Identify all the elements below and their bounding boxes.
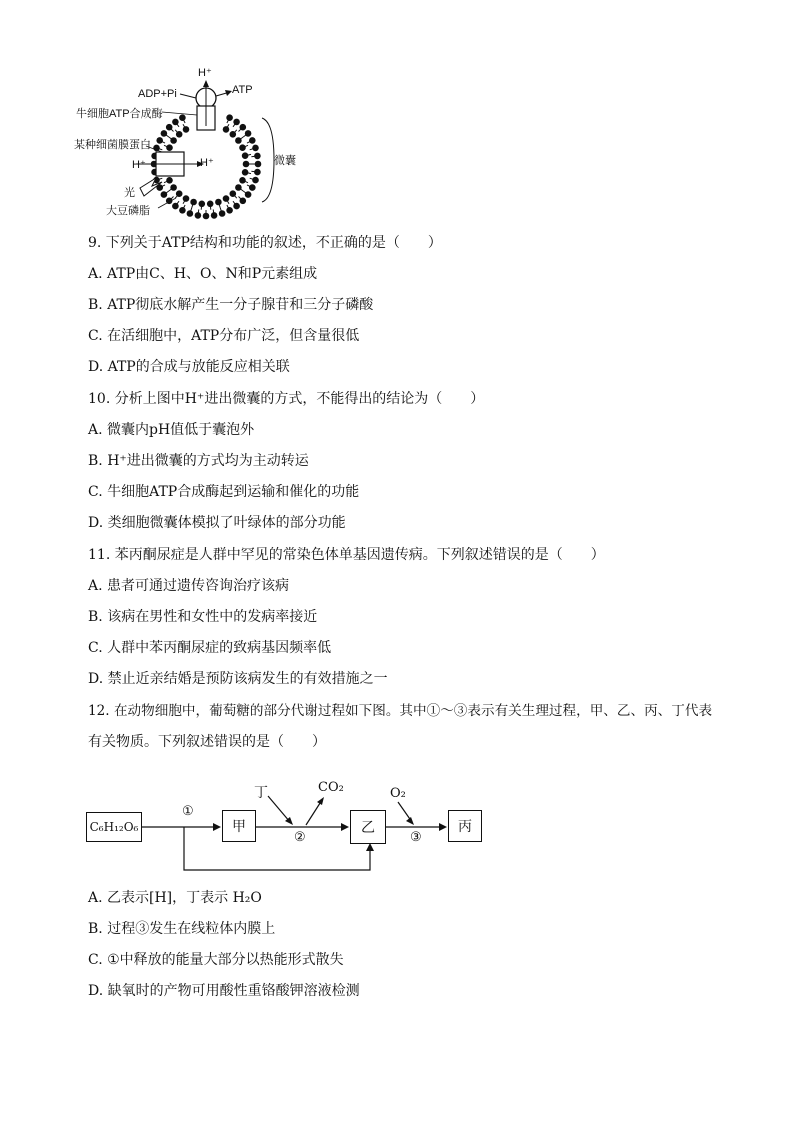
q9-option-b: B. ATP彻底水解产生一分子腺苷和三分子磷酸 (88, 297, 374, 313)
q9-option-d: D. ATP的合成与放能反应相关联 (88, 359, 290, 375)
q12-stem-line1: 12. 在动物细胞中，葡萄糖的部分代谢过程如下图。其中①～③表示有关生理过程，甲、乙、丙、丁代表 (88, 703, 713, 719)
lipid-head (179, 207, 186, 214)
bing-label: 丙 (458, 819, 472, 835)
label-atp-synthase: 牛细胞ATP合成酶 (76, 108, 163, 120)
label-h-top: H⁺ (198, 67, 212, 79)
label-soy-lipid: 大豆磷脂 (106, 205, 150, 217)
ding-label: 丁 (254, 785, 268, 801)
flow-arrows (80, 780, 500, 880)
lipid-head (179, 114, 186, 121)
lipid-head (252, 145, 259, 152)
lipid-tail (201, 204, 202, 210)
yi-box (350, 810, 386, 844)
q11-option-b: B. 该病在男性和女性中的发病率接近 (88, 609, 318, 625)
microcapsule-bracket (262, 118, 274, 202)
q12-option-d: D. 缺氧时的产物可用酸性重铬酸钾溶液检测 (88, 983, 360, 999)
lipid-head (226, 114, 233, 121)
q12-stem-line2: 有关物质。下列叙述错误的是（ ） (88, 734, 326, 750)
label-microcapsule: 微囊 (274, 155, 296, 167)
q12-option-c: C. ①中释放的能量大部分以热能形式散失 (88, 952, 344, 968)
lipid-head (249, 137, 256, 144)
q10-option-c: C. 牛细胞ATP合成酶起到运输和催化的功能 (88, 484, 360, 500)
q10-option-b: B. H⁺进出微囊的方式均为主动转运 (88, 453, 309, 469)
glucose-label: C₆H₁₂O₆ (89, 820, 139, 834)
q9-stem: 9. 下列关于ATP结构和功能的叙述，不正确的是（ ） (88, 235, 442, 251)
yi-label: 乙 (361, 820, 375, 836)
bing-box (448, 810, 482, 842)
co2-label: CO₂ (318, 780, 344, 795)
q10-option-d: D. 类细胞微囊体模拟了叶绿体的部分功能 (88, 515, 346, 531)
q12-option-a: A. 乙表示[H]，丁表示 H₂O (88, 890, 262, 906)
glucose-box (86, 812, 142, 842)
label-light: 光 (124, 187, 135, 199)
q11-option-d: D. 禁止近亲结婚是预防该病发生的有效措施之一 (88, 671, 388, 687)
q9-option-a: A. ATP由C、H、O、N和P元素组成 (88, 266, 318, 282)
metabolism-flow-figure (80, 780, 500, 880)
lipid-head (187, 210, 194, 217)
step1-label: ① (182, 804, 194, 819)
o2-label: O₂ (390, 786, 406, 801)
q11-option-c: C. 人群中苯丙酮尿症的致病基因频率低 (88, 640, 332, 656)
step3-label: ③ (410, 830, 422, 845)
label-atp: ATP (232, 84, 253, 96)
microcapsule-figure (70, 60, 310, 225)
q10-option-a: A. 微囊内pH值低于囊泡外 (88, 422, 255, 438)
jia-label: 甲 (232, 819, 246, 835)
q12-option-b: B. 过程③发生在线粒体内膜上 (88, 921, 276, 937)
label-h-inner: H⁺ (200, 157, 214, 169)
label-adp-pi: ADP+Pi (138, 88, 177, 100)
label-bacterial-protein: 某种细菌膜蛋白 (74, 139, 151, 151)
q9-option-c: C. 在活细胞中，ATP分布广泛，但含量很低 (88, 328, 360, 344)
q10-stem: 10. 分析上图中H⁺进出微囊的方式，不能得出的结论为（ ） (88, 391, 485, 407)
step2-label: ② (294, 830, 306, 845)
jia-box (222, 810, 256, 842)
q11-option-a: A. 患者可通过遗传咨询治疗该病 (88, 578, 290, 594)
lipid-head (156, 137, 163, 144)
q11-stem: 11. 苯丙酮尿症是人群中罕见的常染色体单基因遗传病。下列叙述错误的是（ ） (88, 547, 605, 563)
label-h-left: H⁺ (132, 159, 146, 171)
lipid-tail (210, 204, 211, 210)
